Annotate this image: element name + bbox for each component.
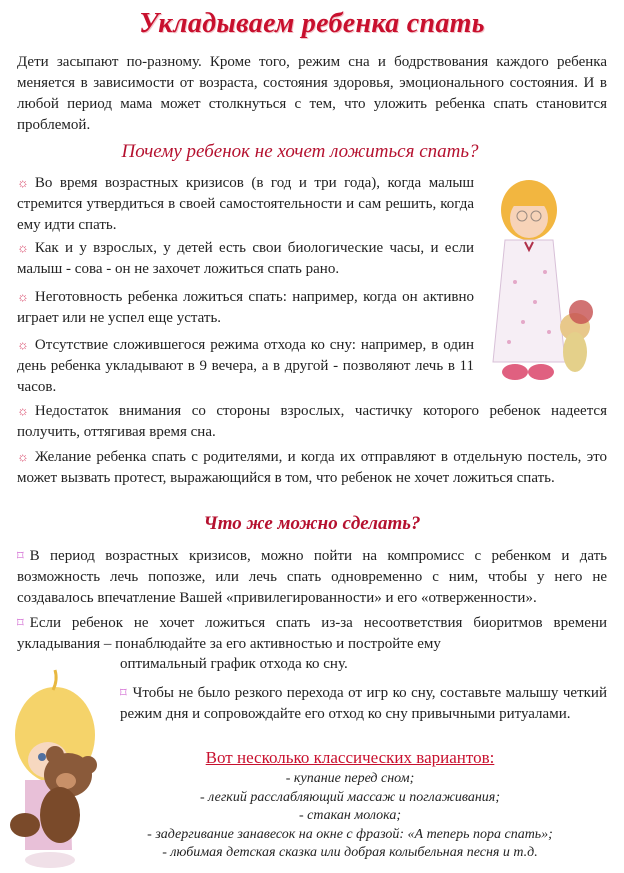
list-item: - стакан молока;: [298, 808, 402, 823]
what-item-1: [17, 545, 607, 609]
why-item-text: Как и у взрослых, у детей есть свои биологические часы, и если малыш - сова - он не захочет ложиться спать рано.: [17, 240, 474, 277]
sun-bullet-icon: ☼: [17, 337, 29, 352]
what-item-text: Если ребенок не хочет ложиться спать из-за несоответствия биоритмов времени укладывания – понаблюдайте за его активностью и постройте ему: [17, 615, 607, 652]
why-item-1: [17, 172, 474, 236]
page-title: Укладываем ребенка спать: [139, 8, 485, 39]
what-item-2: [17, 612, 607, 655]
intro-paragraph: Дети засыпают по-разному. Кроме того, режим сна и бодрствования каждого ребенка меняется в зависимости от возраста, состояния здоровья, эмоционального состояния. И в любой период мама может столкнуться с тем, что уложить ребенка спать становится проблемой.: [17, 54, 607, 133]
sun-bullet-icon: ☼: [17, 403, 29, 418]
sun-bullet-icon: ☼: [17, 449, 29, 464]
what-item-3: [120, 682, 607, 725]
list-item: - задергивание занавесок на окне с фразой: «А теперь пора спать»;: [147, 826, 553, 842]
why-item-3: [17, 286, 474, 329]
sun-bullet-icon: ☼: [17, 289, 29, 304]
section-heading-what: Что же можно сделать?: [203, 513, 421, 534]
list-item: - любимая детская сказка или добрая колыбельная песня и т.д.: [162, 845, 538, 860]
what-item-2-continuation: оптимальный график отхода ко сну.: [120, 656, 348, 672]
why-item-5: [17, 400, 607, 443]
square-bullet-icon: ⌑: [17, 615, 24, 630]
square-bullet-icon: ⌑: [120, 685, 127, 700]
why-item-text: Отсутствие сложившегося режима отхода ко сну: например, в один день ребенка укладывают в 9 вечера, а в другой - позволяют лечь в 11 часов.: [17, 337, 474, 395]
why-item-6: [17, 446, 607, 489]
what-item-text: В период возрастных кризисов, можно пойти на компромисс с ребенком и дать возможность лечь попозже, или лечь спать одновременно с ним, чтобы у него не создавалось впечатление Вашей «привилегированности» и его «отверженности».: [17, 548, 607, 606]
section-heading-why: Почему ребенок не хочет ложиться спать?: [121, 141, 479, 162]
why-item-2: [17, 237, 474, 280]
list-item: - купание перед сном;: [285, 771, 415, 786]
what-item-text: Чтобы не было резкого перехода от игр ко сну, составьте малышу четкий режим дня и сопровождайте его отход ко сну привычными ритуалами.: [120, 685, 607, 722]
why-item-text: Недостаток внимания со стороны взрослых, частичку которого ребенок надеется получить, оттягивая время сна.: [17, 403, 607, 440]
why-item-text: Желание ребенка спать с родителями, и когда их отправляют в отдельную постель, это может вызвать протест, выражающийся в том, что ребенок не хочет ложиться спать.: [17, 449, 607, 486]
classic-options-list: [100, 770, 600, 863]
why-item-text: Неготовность ребенка ложиться спать: например, когда он активно играет или не успел еще устать.: [17, 289, 474, 326]
sun-bullet-icon: ☼: [17, 175, 29, 190]
classic-options-heading: Вот несколько классических вариантов:: [205, 748, 495, 767]
list-item: - легкий расслабляющий массаж и поглаживания;: [200, 789, 500, 805]
why-item-text: Во время возрастных кризисов (в год и три года), когда малыш стремится утвердиться в своей самостоятельности и сам решить, когда ему идти спать.: [17, 175, 474, 233]
girl-illustration: [485, 172, 595, 392]
why-item-4: [17, 334, 474, 398]
sun-bullet-icon: ☼: [17, 240, 29, 255]
square-bullet-icon: ⌑: [17, 548, 24, 563]
